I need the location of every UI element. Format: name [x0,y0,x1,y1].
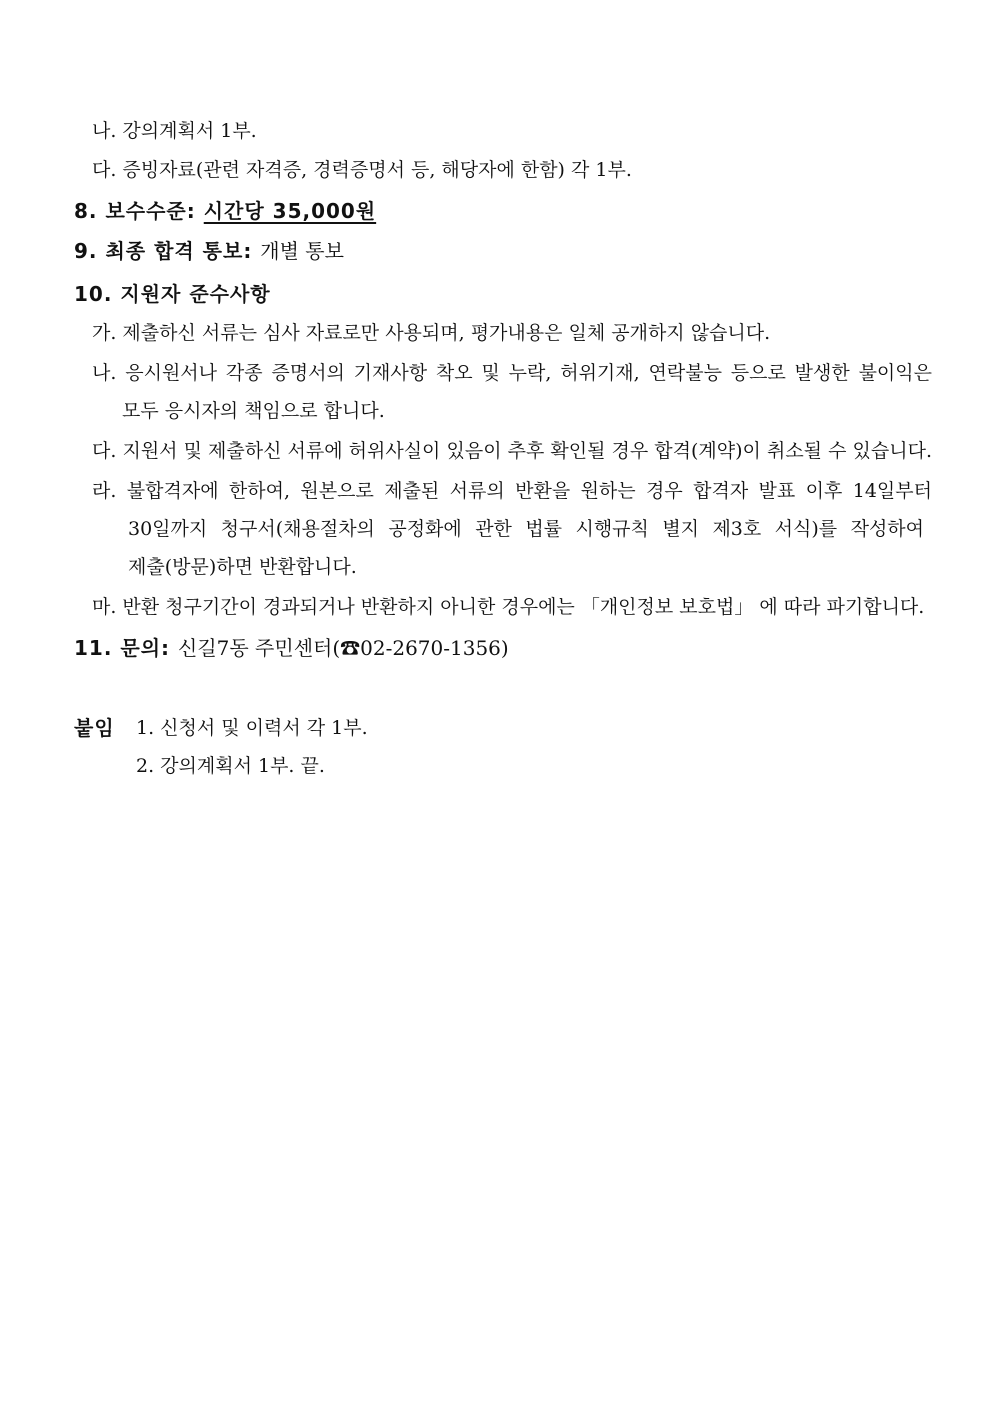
section11-heading [74,635,509,661]
section10-item-ga: 가. 제출하신 서류는 심사 자료로만 사용되며, 평가내용은 일체 공개하지 않습니다. [92,322,771,344]
section9-heading [74,238,344,264]
attachment-item-2: 2. 강의계획서 1부. 끝. [136,755,325,777]
section11-value: 신길7동 주민센터(☎02-2670-1356) [178,636,509,660]
section11-label: 11. 문의 [74,636,162,660]
section10-item-ra-line3: 제출(방문)하면 반환합니다. [128,556,357,578]
section7-item-da: 다. 증빙자료(관련 자격증, 경력증명서 등, 해당자에 한함) 각 1부. [92,159,632,181]
section10-item-na-line1: 나. 응시원서나 각종 증명서의 기재사항 착오 및 누락, 허위기재, 연락불능 등으로 발생한 불이익은 [92,362,932,384]
section9-value: 개별 통보 [260,239,344,263]
section7-item-na: 나. 강의계획서 1부. [92,120,257,142]
section9-label: 9. 최종 합격 통보 [74,239,244,263]
section10-item-ma: 마. 반환 청구기간이 경과되거나 반환하지 아니한 경우에는 「개인정보 보호법」 에 따라 파기합니다. [92,596,925,618]
section8-heading [74,198,376,224]
section10-item-na-line2: 모두 응시자의 책임으로 합니다. [122,400,385,422]
section10-heading: 10. 지원자 준수사항 [74,282,271,306]
section11-separator: : [161,636,179,660]
section10-item-ra-line1: 라. 불합격자에 한하여, 원본으로 제출된 서류의 반환을 원하는 경우 합격자 발표 이후 14일부터 [92,480,932,502]
attachments-label: 붙임 [74,716,115,740]
section9-separator: : [243,239,261,263]
section10-item-ra-line2: 30일까지 청구서(채용절차의 공정화에 관한 법률 시행규칙 별지 제3호 서식)를 작성하여 [128,518,924,540]
attachment-item-1: 1. 신청서 및 이력서 각 1부. [136,717,368,739]
section8-label: 8. 보수수준 [74,199,187,223]
section8-value: 시간당 35,000원 [203,199,377,223]
section10-item-da: 다. 지원서 및 제출하신 서류에 허위사실이 있음이 추후 확인될 경우 합격(계약)이 취소될 수 있습니다. [92,440,932,462]
section8-separator: : [186,199,204,223]
